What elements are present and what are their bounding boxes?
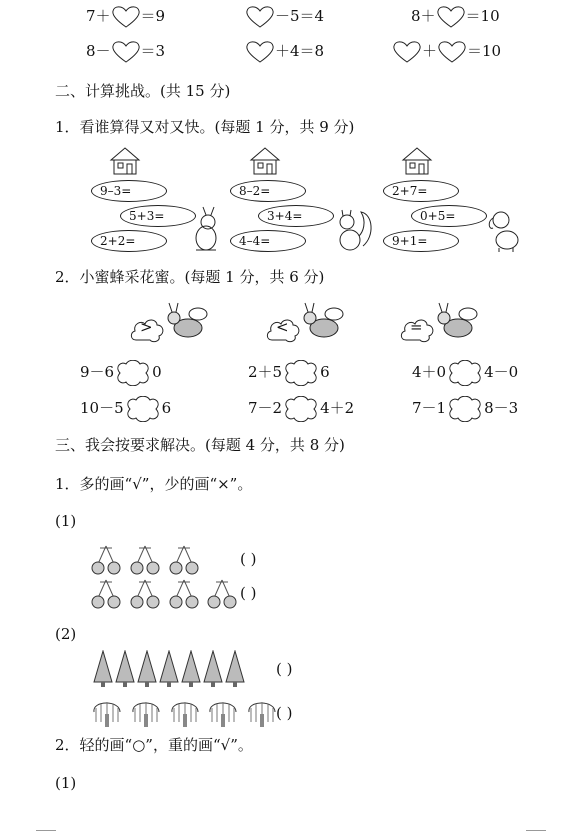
flower-blank-icon[interactable]	[446, 396, 484, 422]
cherry-icon	[90, 578, 124, 610]
bee-group-eq	[398, 298, 488, 350]
oval-expression[interactable]: 5+3=	[120, 205, 196, 227]
section2-q2: 2．小蜜蜂采花蜜。(每题 1 分，共 6 分)	[55, 268, 325, 286]
willow-icon	[206, 694, 240, 728]
tree-row	[92, 650, 246, 692]
compare-sign: =	[410, 318, 423, 336]
oval-expression[interactable]: 0+5=	[411, 205, 487, 227]
willow-row	[90, 694, 279, 732]
compare-sign: >	[140, 318, 153, 336]
flower-blank-icon[interactable]	[282, 396, 320, 422]
cherry-icon	[129, 544, 163, 576]
tree-icon	[180, 650, 202, 688]
bee-group-lt	[264, 298, 354, 350]
section3-q2: 2．轻的画“○”，重的画“√”。	[55, 736, 253, 754]
willow-icon	[90, 694, 124, 728]
heart-blank-icon[interactable]	[437, 40, 467, 64]
answer-paren[interactable]: ( )	[276, 704, 293, 722]
oval-expression[interactable]: 2+2=	[91, 230, 167, 252]
cherry-icon	[206, 578, 240, 610]
house-icon	[108, 146, 142, 176]
compare-item: 4＋0 4－0	[412, 360, 518, 386]
oval-expression[interactable]: 8–2=	[230, 180, 306, 202]
heart-blank-icon[interactable]	[245, 40, 275, 64]
bee-group-gt	[128, 298, 218, 350]
squirrel-icon	[333, 206, 375, 254]
heart-blank-icon[interactable]	[436, 5, 466, 29]
cherry-row-top	[90, 544, 202, 580]
answer-paren[interactable]: ( )	[240, 550, 257, 568]
heart-blank-icon[interactable]	[392, 40, 422, 64]
flower-blank-icon[interactable]	[124, 396, 162, 422]
heart-blank-icon[interactable]	[245, 5, 275, 29]
section2-title: 二、计算挑战。(共 15 分)	[55, 82, 231, 100]
page-mark	[36, 830, 56, 831]
willow-icon	[168, 694, 202, 728]
cherry-icon	[168, 578, 202, 610]
willow-icon	[245, 694, 279, 728]
house-icon	[400, 146, 434, 176]
tree-icon	[202, 650, 224, 688]
cherry-icon	[129, 578, 163, 610]
part-label-2: (2)	[55, 625, 77, 643]
rabbit-icon	[186, 206, 226, 256]
equation-row2-a: 8－ ＝3	[86, 40, 165, 64]
tree-icon	[224, 650, 246, 688]
tree-icon	[114, 650, 136, 688]
equation-row2-c: ＋ ＝10	[392, 40, 501, 64]
bee-icon	[164, 298, 216, 348]
tree-icon	[158, 650, 180, 688]
answer-paren[interactable]: ( )	[240, 584, 257, 602]
compare-item: 7－2 4＋2	[248, 396, 354, 422]
answer-paren[interactable]: ( )	[276, 660, 293, 678]
section3-q1: 1．多的画“√”，少的画“×”。	[55, 475, 253, 493]
house-icon	[248, 146, 282, 176]
cherry-icon	[168, 544, 202, 576]
compare-item: 7－1 8－3	[412, 396, 518, 422]
page-mark	[526, 830, 546, 831]
cherry-icon	[90, 544, 124, 576]
willow-icon	[129, 694, 163, 728]
flower-blank-icon[interactable]	[114, 360, 152, 386]
oval-expression[interactable]: 2+7=	[383, 180, 459, 202]
bee-icon	[434, 298, 486, 348]
oval-expression[interactable]: 9+1=	[383, 230, 459, 252]
section2-q1: 1．看谁算得又对又快。(每题 1 分，共 9 分)	[55, 118, 355, 136]
heart-blank-icon[interactable]	[111, 40, 141, 64]
bee-icon	[300, 298, 352, 348]
cherry-row-bottom	[90, 578, 240, 614]
flower-blank-icon[interactable]	[446, 360, 484, 386]
oval-expression[interactable]: 3+4=	[258, 205, 334, 227]
part-label-3: (1)	[55, 774, 77, 792]
equation-row1-c: 8＋ ＝10	[411, 5, 500, 29]
flower-blank-icon[interactable]	[282, 360, 320, 386]
compare-item: 10－5 6	[80, 396, 171, 422]
equation-row1-a: 7＋ ＝9	[86, 5, 165, 29]
compare-sign: <	[276, 318, 289, 336]
equation-row2-b: ＋4＝8	[245, 40, 324, 64]
oval-expression[interactable]: 4–4=	[230, 230, 306, 252]
equation-row1-b: －5＝4	[245, 5, 324, 29]
dog-icon	[485, 206, 525, 254]
compare-item: 2＋5 6	[248, 360, 330, 386]
compare-item: 9－6 0	[80, 360, 162, 386]
tree-icon	[92, 650, 114, 688]
heart-blank-icon[interactable]	[111, 5, 141, 29]
part-label-1: (1)	[55, 512, 77, 530]
section3-title: 三、我会按要求解决。(每题 4 分，共 8 分)	[55, 436, 345, 454]
oval-expression[interactable]: 9–3=	[91, 180, 167, 202]
tree-icon	[136, 650, 158, 688]
